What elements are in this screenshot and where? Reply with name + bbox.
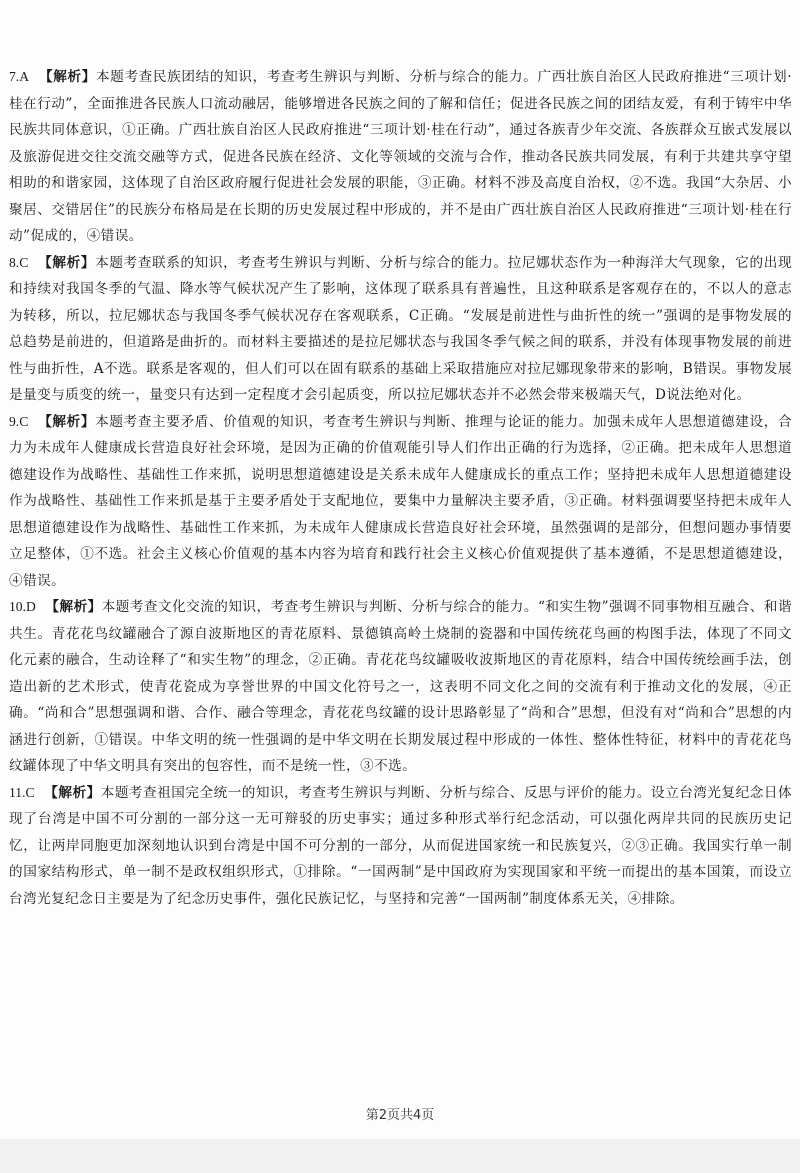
page-footer <box>0 1104 800 1123</box>
analysis-text: 本题考查民族团结的知识，考查考生辨识与判断、分析与综合的能力。广西壮族自治区人民政府推进“三项计划·桂在行动”，全面推进各民族人口流动融居，能够增进各民族之间的了解和信任；促进各民族之间的团结友爱，有利于铸牢中华民族共同体意识，①正确。广西壮族自治区人民政府推进“三项计划·桂在行动”，通过各族青少年交流、各族群众互嵌式发展以及旅游促进交往交流交融等方式，促进各民族在经济、文化等领域的交流与合作，推动各民族共同发展，有利于共建共享守望相助的和谐家园，这体现了自治区政府履行促进社会发展的职能，③正确。材料不涉及高度自治权，②不选。我国“大杂居、小聚居、交错居住”的民族分布格局是在长期的历史发展过程中形成的，并不是由广西壮族自治区人民政府推进“三项计划·桂在行动”促成的，④错误。 <box>9 69 792 244</box>
analysis-tag: 【解析】 <box>38 254 96 271</box>
analysis-tag: 【解析】 <box>38 413 96 430</box>
answer-item-7 <box>9 64 792 250</box>
answer-item-11 <box>9 780 792 913</box>
answer-number: 8.C <box>9 254 29 270</box>
analysis-tag: 【解析】 <box>38 69 96 85</box>
analysis-text: 本题考查祖国完全统一的知识，考查考生辨识与判断、分析与综合、反思与评价的能力。设立台湾光复纪念日体现了台湾是中国不可分割的一部分这一无可辩驳的历史事实；通过多种形式举行纪念活动，可以强化两岸共同的民族历史记忆，让两岸同胞更加深刻地认识到台湾是中国不可分割的一部分，从而促进国家统一和民族复兴，②③正确。我国实行单一制的国家结构形式，单一制不是政权组织形式，①排除。“一国两制”是中国政府为实现国家和平统一而提出的基本国策，而设立台湾光复纪念日主要是为了纪念历史事件，强化民族记忆，与坚持和完善“一国两制”制度体系无关，④排除。 <box>9 784 793 907</box>
answer-number: 11.C <box>9 784 35 800</box>
analysis-tag: 【解析】 <box>45 599 102 615</box>
analysis-text: 本题考查联系的知识，考查考生辨识与判断、分析与综合的能力。拉尼娜状态作为一种海洋大气现象，它的出现和持续对我国冬季的气温、降水等气候状况产生了影响，这体现了联系具有普遍性，且这种联系是客观存在的，不以人的意志为转移，所以，拉尼娜状态与我国冬季气候状况存在客观联系，C正确。“发展是前进性与曲折性的统一”强调的是事物发展的总趋势是前进的，但道路是曲折的。而材料主要描述的是拉尼娜状态与我国冬季气候之间的联系，并没有体现事物发展的前进性与曲折性，A不选。联系是客观的，但人们可以在固有联系的基础上采取措施应对拉尼娜现象带来的影响，B错误。事物发展是量变与质变的统一，量变只有达到一定程度才会引起质变，所以拉尼娜状态并不必然会带来极端天气，D说法绝对化。 <box>9 254 792 403</box>
page-number-label: 第2页共4页 <box>365 1108 435 1123</box>
answer-number: 10.D <box>9 599 36 614</box>
analysis-text: 本题考查主要矛盾、价值观的知识，考查考生辨识与判断、推理与论证的能力。加强未成年人思想道德建设，合力为未成年人健康成长营造良好社会环境，是因为正确的价值观能引导人们作出正确的行为选择，②正确。把未成年人思想道德建设作为战略性、基础性工作来抓，说明思想道德建设是关系未成年人健康成长的重点工作；坚持把未成年人思想道德建设作为战略性、基础性工作来抓是基于主要矛盾处于支配地位，要集中力量解决主要矛盾，③正确。材料强调要坚持把未成年人思想道德建设作为战略性、基础性工作来抓，为未成年人健康成长营造良好社会环境，虽然强调的是部分，但想问题办事情要立足整体，①不选。社会主义核心价值观的基本内容为培育和践行社会主义核心价值观提供了基本遵循，不是思想道德建设，④错误。 <box>9 413 792 589</box>
analysis-tag: 【解析】 <box>44 784 101 801</box>
analysis-text: 本题考查文化交流的知识，考查考生辨识与判断、分析与综合的能力。“和实生物”强调不同事物相互融合、和谐共生。青花花鸟纹罐融合了源自波斯地区的青花原料、景德镇高岭土烧制的瓷器和中国传统花鸟画的构图手法，体现了不同文化元素的融合，生动诠释了“和实生物”的理念，②正确。青花花鸟纹罐吸收波斯地区的青花原料，结合中国传统绘画手法，创造出新的艺术形式，使青花瓷成为享誉世界的中国文化符号之一，这表明不同文化之间的交流有利于推动文化的发展，④正确。“尚和合”思想强调和谐、合作、融合等理念，青花花鸟纹罐的设计思路彰显了“尚和合”思想，但没有对“尚和合”思想的内涵进行创新，①错误。中华文明的统一性强调的是中华文明在长期发展过程中形成的一体性、整体性特征，材料中的青花花鸟纹罐体现了中华文明具有突出的包容性，而不是统一性，③不选。 <box>9 599 792 774</box>
answer-number: 7.A <box>9 69 30 84</box>
answer-item-10 <box>9 594 792 780</box>
answer-item-9 <box>9 409 792 595</box>
answer-analysis-content <box>9 64 792 912</box>
answer-item-8 <box>9 250 792 409</box>
answer-number: 9.C <box>9 413 29 429</box>
bottom-scroll-strip <box>0 1139 800 1173</box>
